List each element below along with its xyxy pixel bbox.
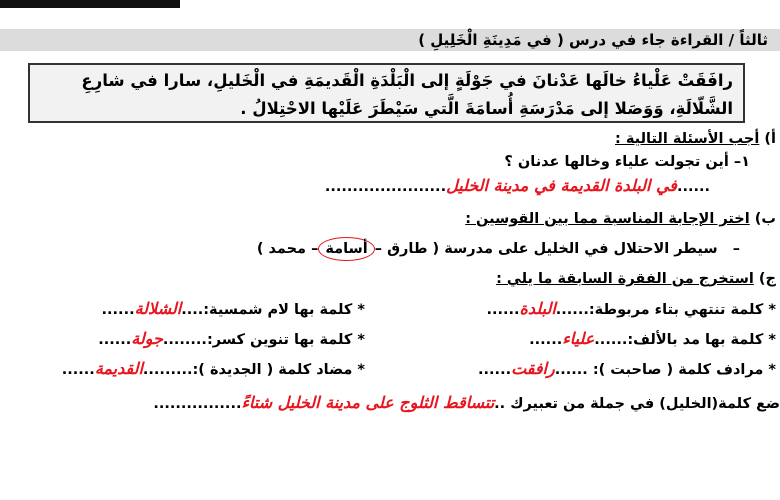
passage-line-2: الشَّلّالَةِ، وَوَصَلا إلى مَدْرَسَةِ أُسامَةَ الَّتي سَيْطَرَ عَلَيْها الاحْتِلالُ . — [240, 99, 733, 118]
dash: – — [732, 241, 740, 257]
options-open: ( طارق – — [374, 241, 440, 257]
part-c-item-3: * كلمة بها مد بالألف:......علياء...... — [529, 329, 776, 348]
options-close: – محمد ) — [256, 241, 319, 257]
part-c-item-5: * مرادف كلمة ( صاحبت ): ......رافقت...... — [478, 359, 776, 378]
part-b-heading: اختر الإجابة المناسبة مما بين القوسين : — [465, 211, 750, 227]
part-a-answer: في البلدة القديمة في مدينة الخليل — [446, 176, 677, 195]
part-c-answer-2: الشلالة — [134, 299, 182, 318]
part-c-answer-5: رافقت — [511, 359, 555, 378]
part-b-heading-line — [465, 208, 776, 230]
part-a-answer-line — [325, 175, 710, 198]
part-c-item-4: * كلمة بها تنوين كسر:........جولة...... — [98, 329, 365, 348]
part-a-heading-line — [615, 128, 776, 150]
answer-dots-suffix: ...................... — [324, 179, 447, 195]
part-c-item-1: * كلمة تنتهي بتاء مربوطة:......البلدة...... — [486, 299, 776, 318]
part-c-heading: استخرج من الفقرة السابقة ما يلي : — [496, 271, 754, 287]
part-b-label: ب) — [754, 211, 776, 227]
part-a-label: أ) — [764, 131, 776, 147]
part-a-question: ١– أين تجولت علياء وخالها عدنان ؟ — [504, 154, 750, 170]
section-header — [0, 29, 780, 51]
part-d-answer: تتساقط الثلوج على مدينة الخليل شتاءً — [241, 393, 495, 412]
part-c-answer-4: جولة — [131, 329, 163, 348]
part-d-prompt: ضع كلمة(الخليل) في جملة من تعبيرك .. — [494, 396, 780, 412]
passage-line-1: رافَقَتْ عَلْياءُ خالَها عَدْنانَ في جَوْلَةٍ إلى الْبَلْدَةِ الْقَديمَةِ في الْخَليلِ، سارا في شارِعِ — [81, 71, 733, 90]
part-c-item-6: * مضاد كلمة ( الجديدة ):.........القديمة...... — [61, 359, 365, 378]
part-c-item-2: * كلمة بها لام شمسية:....الشلالة...... — [101, 299, 365, 318]
section-title: ثالثاً / القراءة جاء في درس ( في مَدِينَةِ الْخَلِيلِ ) — [418, 31, 768, 49]
part-c-answer-6: القديمة — [94, 359, 143, 378]
answer-dots-prefix: ...... — [676, 179, 710, 195]
circled-answer: أسامة — [318, 237, 374, 261]
part-d-line: ضع كلمة(الخليل) في جملة من تعبيرك ..تتساقط الثلوج على مدينة الخليل شتاءً................ — [153, 393, 780, 412]
top-black-bar — [0, 0, 180, 8]
part-c-label: ج) — [758, 271, 776, 287]
part-c-answer-3: علياء — [562, 329, 595, 348]
part-b-sentence: سيطر الاحتلال في الخليل على مدرسة — [444, 241, 718, 257]
part-a-heading: أجب الأسئلة التالية : — [615, 131, 760, 147]
part-c-answer-1: البلدة — [519, 299, 556, 318]
reading-passage-box — [28, 63, 745, 123]
part-c-heading-line — [496, 268, 776, 290]
part-b-question-line — [257, 237, 740, 261]
